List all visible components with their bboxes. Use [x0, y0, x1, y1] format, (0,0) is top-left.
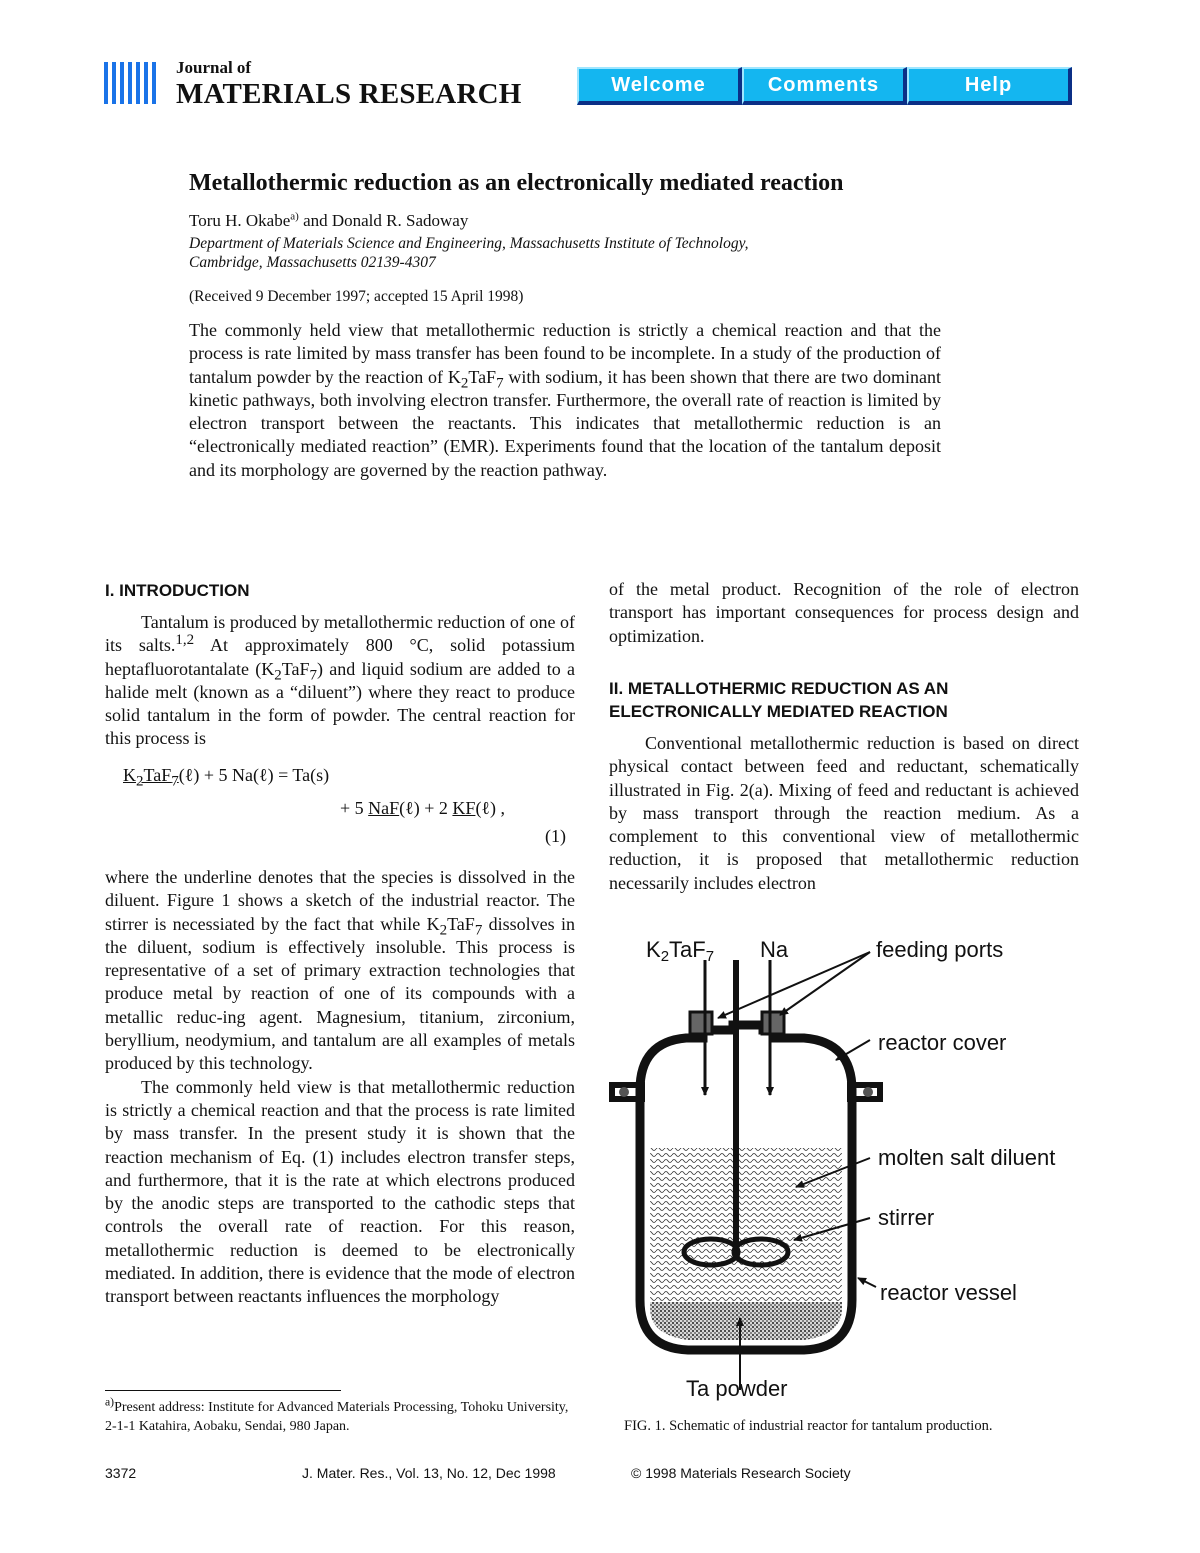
help-button[interactable]: Help — [907, 67, 1072, 105]
feeding-port-left — [690, 1012, 712, 1034]
equation-1-line-2: + 5 NaF(ℓ) + 2 KF(ℓ) , — [340, 798, 506, 818]
section-2-heading-line-2: ELECTRONICALLY MEDIATED REACTION — [609, 702, 948, 721]
equation-number: (1) — [545, 826, 566, 846]
reactor-schematic-figure — [608, 930, 1078, 1402]
figure-1-caption: FIG. 1. Schematic of industrial reactor for tantalum production. — [624, 1418, 993, 1434]
author-rest: and Donald R. Sadoway — [298, 211, 469, 230]
affiliation-line-1: Department of Materials Science and Engineering, Massachusetts Institute of Technology, — [189, 235, 749, 252]
section-2-heading-line-1: II. METALLOTHERMIC REDUCTION AS AN — [609, 679, 949, 698]
affiliation-line-2: Cambridge, Massachusetts 02139-4307 — [189, 254, 436, 271]
section-1-heading: I. INTRODUCTION — [105, 581, 250, 600]
author-1: Toru H. Okabe — [189, 211, 291, 230]
label-ta-powder: Ta powder — [686, 1376, 788, 1401]
received-dates: (Received 9 December 1997; accepted 15 April 1998) — [189, 288, 524, 305]
comments-button[interactable]: Comments — [742, 67, 907, 105]
page-number: 3372 — [105, 1465, 137, 1481]
reactor-cover-shape — [640, 1025, 852, 1090]
intro-paragraph-1: Tantalum is produced by metallothermic reduction of one of its salts.$^{1,2}$ At approximately 800 °C, solid potassium heptafluorotantalate $(K_2TaF_7)$ and liquid sodium are added to a halide melt (known as a “diluent”) where they react to produce solid tantalum in the form of powder. The central reaction for this process is — [105, 612, 575, 749]
journal-logo-icon — [104, 62, 156, 104]
label-stirrer: stirrer — [878, 1205, 935, 1230]
footnote: $^{a)}$Present address: Institute for Advanced Materials Processing, Tohoku University, 2-1-1 Katahira, Aobaku, Sendai, 980 Japan. — [105, 1395, 569, 1434]
label-molten-salt-diluent: molten salt diluent — [878, 1145, 1056, 1170]
section-2-paragraph-1: Conventional metallothermic reduction is based on direct physical contact between feed and reductant, schematically illustrated in Fig. 2(a). Mixing of feed and reductant is achieved by mass transport through the reaction medium. As a complement to this conventional view of metallothermic reduction, it is proposed that metallothermic reduction necessarily includes electron — [609, 733, 1079, 893]
label-k2taf7: K2TaF7 — [646, 937, 715, 965]
authors — [189, 211, 468, 231]
intro-paragraph-2: where the underline denotes that the species is dissolved in the diluent. Figure 1 shows a sketch of the industrial reactor. The stirrer is necessiated by the fact that while $K_2TaF_7$ dissolves in the diluent, sodium is effectively insoluble. This process is representative of a set of primary extraction technologies that produce metal by reaction of one of its compounds with a metallic reduc-ing agent. Magnesium, titanium, zirconium, beryllium, neodymium, and tantalum are all examples of metals produced by this technology. The commonly held view is that metallothermic reduction is strictly a chemical reaction and that the process is rate limited by mass transfer. In the present study it is shown that the reaction mechanism of Eq. (1) includes electron transfer steps, and furthermore, that it is the rate at which electrons produced by the anodic steps are transported to the cathodic steps that controls the overall rate of reaction. For this reason, metallothermic reduction is deemed to be electronically mediated. In addition, there is evidence that the mode of electron transport between reactants influences the morphology — [105, 866, 575, 1309]
equation-1-line-1: $K_2TaF_7(\ell) + 5$ Na(ℓ) = Ta(s) — [123, 765, 330, 790]
intro-paragraph-3: The commonly held view is that metallothermic reduction is strictly a chemical reaction and that the process is rate limited by mass transfer. In the present study it is shown that the reaction mechanism of Eq. (1) includes electron transfer steps, and furthermore, that it is the rate at which electrons produced by the anodic steps are transported to the cathodic steps that controls the overall rate of reaction. For this reason, metallothermic reduction is deemed to be electronically mediated. In addition, there is evidence that the mode of electron transport between reactants influences the morphology — [105, 1076, 575, 1307]
label-reactor-cover: reactor cover — [878, 1030, 1007, 1055]
journal-citation: J. Mater. Res., Vol. 13, No. 12, Dec 1998 — [302, 1465, 556, 1481]
ta-powder-layer — [650, 1302, 842, 1340]
footnote-divider — [105, 1390, 341, 1391]
author-note-mark: a) — [290, 210, 299, 223]
label-na: Na — [760, 937, 789, 962]
welcome-button[interactable]: Welcome — [577, 67, 742, 105]
continued-paragraph: of the metal product. Recognition of the role of electron transport has important consequences for process design and optimization. — [609, 579, 1079, 646]
paper-title: Metallothermic reduction as an electronically mediated reaction — [189, 170, 844, 196]
copyright: © 1998 Materials Research Society — [631, 1465, 851, 1481]
journal-name: MATERIALS RESEARCH — [176, 78, 522, 110]
journal-of-label: Journal of — [176, 58, 252, 77]
label-feeding-ports: feeding ports — [876, 937, 1004, 962]
abstract: The commonly held view that metallothermic reduction is strictly a chemical reaction and that the process is rate limited by mass transfer has been found to be incomplete. In a study of the production of tantalum powder by the reaction of $K_2TaF_7$ with sodium, it has been shown that there are two dominant kinetic pathways, both involving electron transfer. Furthermore, the overall rate of reaction is limited by electron transport between the reactants. This indicates that metallothermic reduction is an “electronically mediated reaction” (EMR). Experiments found that the location of the tantalum deposit and its morphology are governed by the reaction pathway. — [189, 320, 941, 480]
label-reactor-vessel: reactor vessel — [880, 1280, 1017, 1305]
